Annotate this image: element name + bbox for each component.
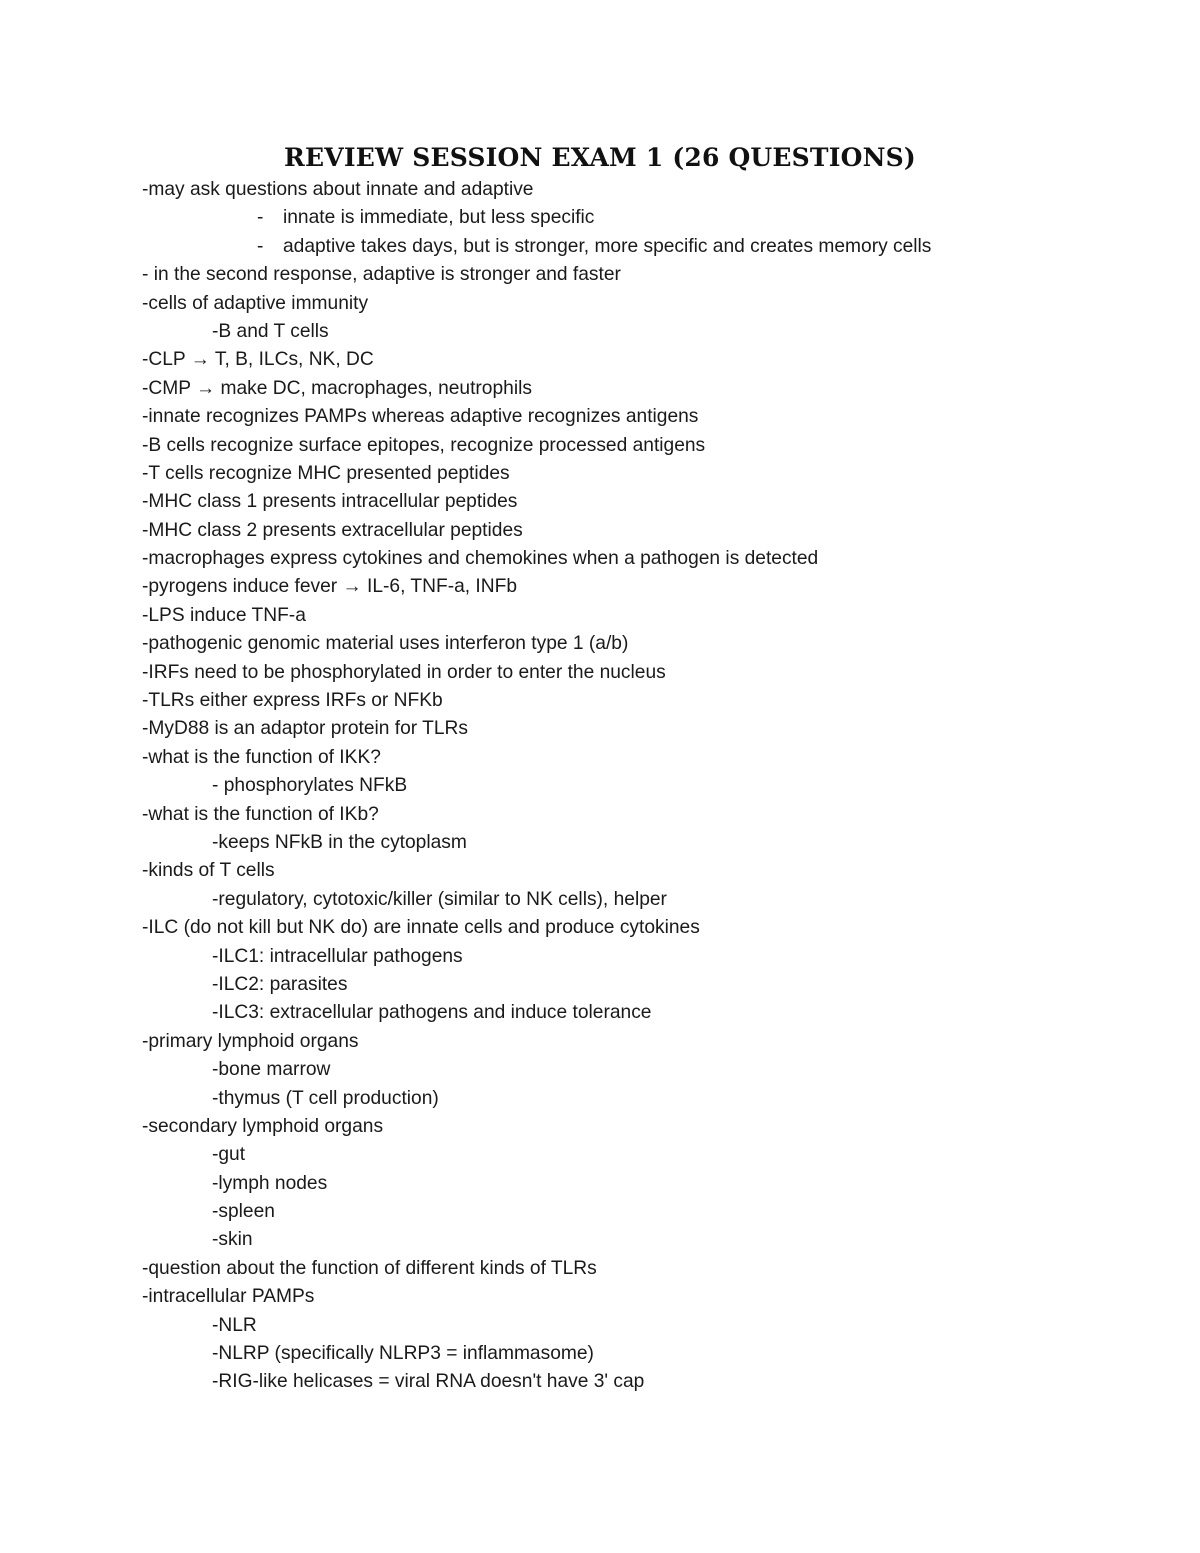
note-text: -LPS induce TNF-a [142,604,306,626]
note-text: -RIG-like helicases = viral RNA doesn't have 3' cap [212,1371,645,1393]
note-text: -may ask questions about innate and adaptive [142,179,534,200]
note-line [0,1170,1200,1198]
note-text: -B cells recognize surface epitopes, recognize processed antigens [142,434,706,456]
note-text: -what is the function of IKK? [142,746,381,768]
note-line [0,375,1200,403]
note-line [0,857,1200,885]
note-text: -ILC2: parasites [212,973,348,995]
note-line [0,687,1200,715]
note-line [0,573,1200,601]
note-text: -CLP → T, B, ILCs, NK, DC [142,349,374,371]
note-line [0,659,1200,687]
note-line [0,403,1200,431]
note-text: -spleen [212,1201,275,1223]
note-line [0,914,1200,942]
note-line [0,999,1200,1027]
note-line [0,261,1200,289]
note-text: -secondary lymphoid organs [142,1115,384,1137]
note-text: -skin [212,1229,253,1251]
note-line [0,176,1200,204]
note-line [0,1312,1200,1340]
note-text: -question about the function of different kinds of TLRs [142,1257,597,1279]
note-text: -regulatory, cytotoxic/killer (similar to NK cells), helper [212,888,667,910]
note-line [0,517,1200,545]
note-text: -pyrogens induce fever → IL-6, TNF-a, INFb [142,576,518,598]
note-text: -thymus (T cell production) [212,1087,439,1109]
note-line [0,488,1200,516]
note-text: -primary lymphoid organs [142,1030,359,1052]
note-text: -T cells recognize MHC presented peptides [142,462,510,484]
note-text: -lymph nodes [212,1172,328,1194]
note-line [0,1255,1200,1283]
note-text: -pathogenic genomic material uses interferon type 1 (a/b) [142,633,629,655]
note-line [0,545,1200,573]
note-text: -intracellular PAMPs [142,1286,315,1308]
note-text: - in the second response, adaptive is stronger and faster [142,264,621,286]
note-line [0,630,1200,658]
note-text: -MHC class 2 presents extracellular peptides [142,519,523,541]
note-text: -gut [212,1144,246,1166]
note-text: -keeps NFkB in the cytoplasm [212,831,467,853]
note-line [0,772,1200,800]
note-text: -macrophages express cytokines and chemokines when a pathogen is detected [142,548,819,570]
note-text: -TLRs either express IRFs or NFKb [142,690,443,712]
note-line [0,886,1200,914]
note-line [0,744,1200,772]
note-text: -kinds of T cells [142,860,275,882]
note-line [0,801,1200,829]
note-line [0,1198,1200,1226]
note-line [0,204,1200,232]
note-line [0,346,1200,374]
note-line [0,1056,1200,1084]
note-line [0,290,1200,318]
bullet-dash: - [257,235,264,257]
note-text: -cells of adaptive immunity [142,292,369,314]
note-text: -bone marrow [212,1059,331,1081]
note-line [0,602,1200,630]
note-text: -CMP → make DC, macrophages, neutrophils [142,377,532,399]
note-text: -IRFs need to be phosphorylated in order to enter the nucleus [142,661,666,683]
note-text: - phosphorylates NFkB [212,775,408,797]
note-line [0,715,1200,743]
note-text: -innate recognizes PAMPs whereas adaptive recognizes antigens [142,406,699,428]
note-text: -ILC (do not kill but NK do) are innate cells and produce cytokines [142,917,700,939]
note-line [0,432,1200,460]
note-line [0,971,1200,999]
note-line [0,943,1200,971]
note-line [0,1028,1200,1056]
note-text: -ILC3: extracellular pathogens and induce tolerance [212,1002,652,1024]
notes-list [0,176,1200,1397]
note-line [0,1340,1200,1368]
note-line [0,460,1200,488]
note-text: -B and T cells [212,320,329,342]
note-line [0,1226,1200,1254]
note-text: -MyD88 is an adaptor protein for TLRs [142,718,468,740]
note-line [0,1141,1200,1169]
bullet-dash: - [257,207,264,229]
note-line [0,1283,1200,1311]
note-line [0,829,1200,857]
note-line [0,1368,1200,1396]
note-text: innate is immediate, but less specific [283,207,595,229]
note-line [0,233,1200,261]
note-line [0,318,1200,346]
note-text: -NLRP (specifically NLRP3 = inflammasome) [212,1343,594,1365]
note-text: -ILC1: intracellular pathogens [212,945,463,967]
note-text: adaptive takes days, but is stronger, more specific and creates memory cells [283,235,932,257]
page-title: REVIEW SESSION EXAM 1 (26 QUESTIONS) [284,143,916,172]
note-text: -NLR [212,1314,257,1336]
note-text: -MHC class 1 presents intracellular peptides [142,491,518,513]
note-text: -what is the function of IKb? [142,803,379,825]
note-line [0,1113,1200,1141]
note-line [0,1085,1200,1113]
